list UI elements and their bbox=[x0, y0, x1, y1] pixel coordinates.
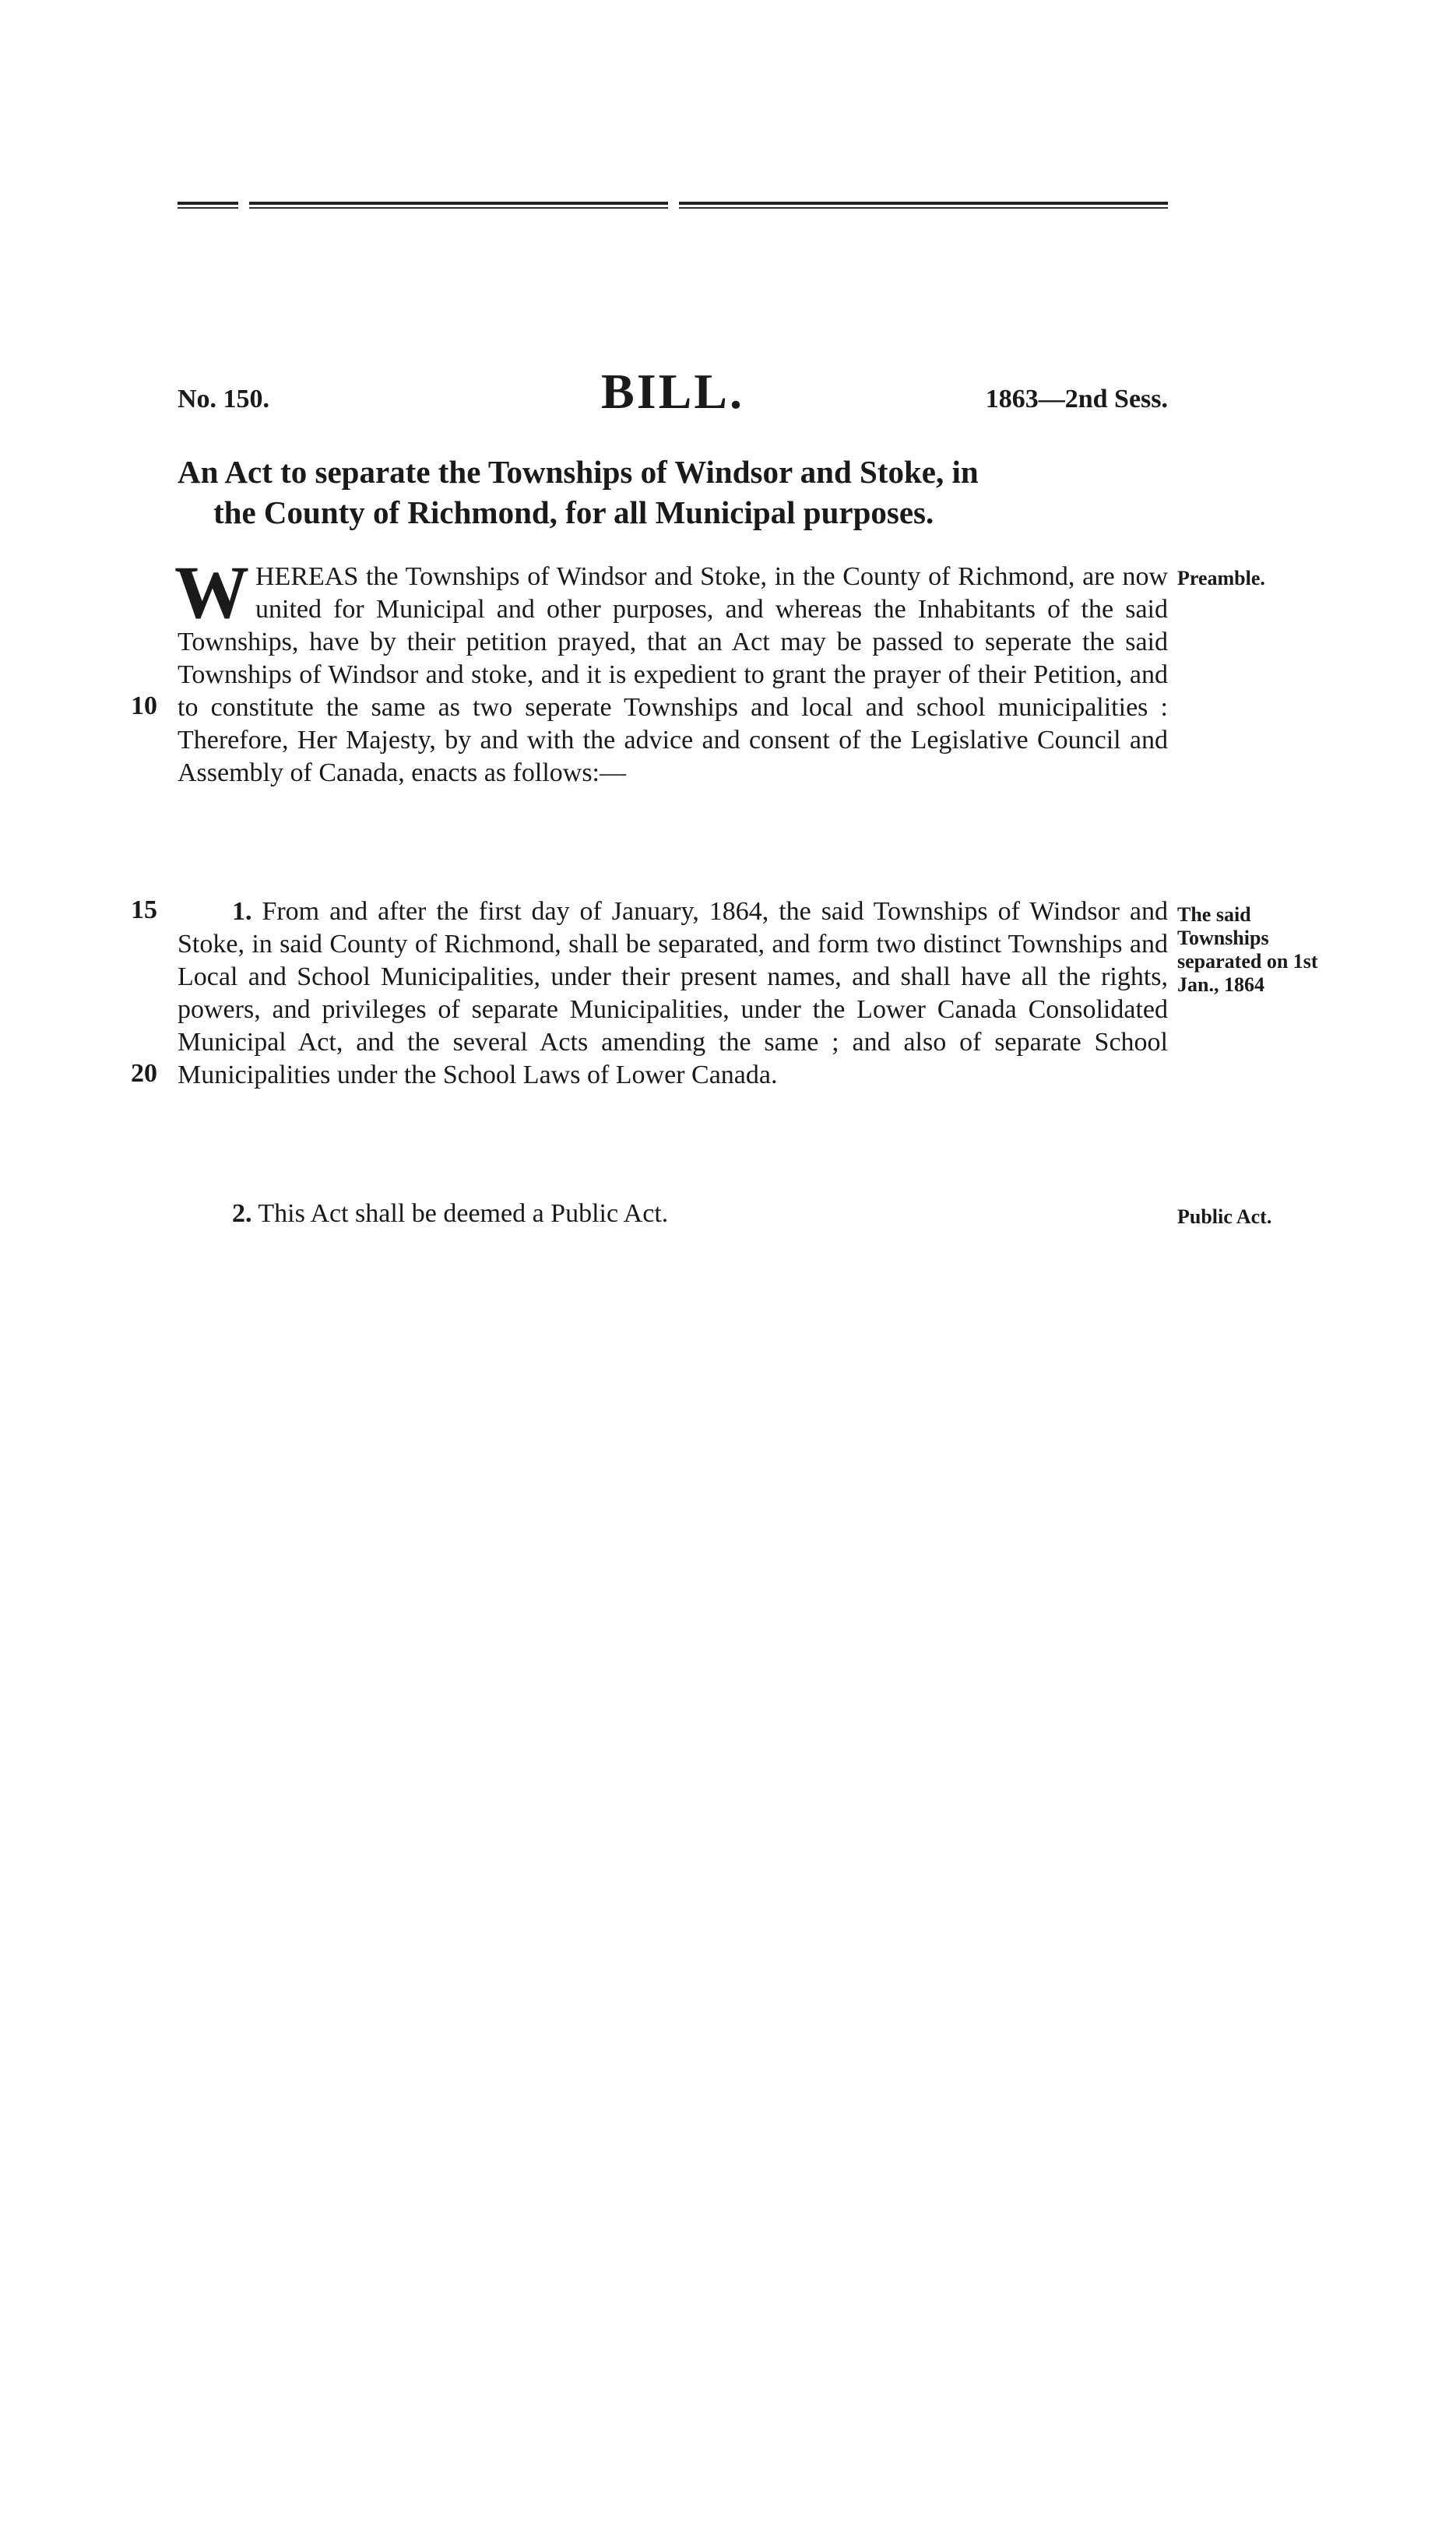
act-title bbox=[178, 452, 1168, 533]
line-number-15: 15 bbox=[131, 895, 157, 924]
section-2 bbox=[178, 1198, 1168, 1230]
section-text: This Act shall be deemed a Public Act. bbox=[258, 1199, 669, 1228]
top-double-rule bbox=[178, 199, 1168, 212]
line-number-20: 20 bbox=[131, 1059, 157, 1088]
margin-note-townships: The said Townships separated on 1st Jan., 1864 bbox=[1177, 903, 1318, 996]
preamble-paragraph bbox=[174, 551, 1168, 790]
section-text: From and after the first day of January, 1864, the said Townships of Windsor and Stoke, in said County of Richmond, shall be separated, and form two distinct Townships and Local and School Municipalities, under their present names, and shall have all the rights, powers, and privileges of separate Municipalities, under the Lower Canada Consolidated Municipal Act, and the several Acts amending the same ; and also of separate School Municipalities under the School Laws of Lower Canada. bbox=[178, 897, 1169, 1089]
line-number-10: 10 bbox=[131, 691, 157, 720]
drop-cap: W bbox=[174, 551, 249, 634]
section-number: 2. bbox=[232, 1199, 252, 1228]
margin-note-preamble: Preamble. bbox=[1177, 567, 1265, 589]
section-number: 1. bbox=[232, 897, 252, 926]
bill-title: BILL. bbox=[601, 364, 744, 419]
session-label: 1863—2nd Sess. bbox=[985, 385, 1168, 413]
section-1 bbox=[178, 895, 1168, 1092]
bill-header bbox=[178, 366, 1168, 420]
margin-note-public-act: Public Act. bbox=[1177, 1205, 1272, 1228]
act-title-line-2: the County of Richmond, for all Municipal purposes. bbox=[213, 494, 934, 530]
preamble-text: HEREAS the Townships of Windsor and Stoke, in the County of Richmond, are now united for Municipal and other purposes, and whereas the Inhabitants of the said Townships, have by their petition prayed, that an Act may be passed to seperate the said Townships of Windsor and stoke, and it is expedient to grant the prayer of their Petition, and to constitute the same as two seperate Townships and local and school municipalities : Therefore, Her Majesty, by and with the advice and consent of the Legislative Council and Assembly of Canada, enacts as follows:— bbox=[178, 562, 1168, 787]
bill-number: No. 150. bbox=[178, 385, 270, 413]
act-title-line-1: An Act to separate the Townships of Windsor and Stoke, in bbox=[178, 454, 979, 490]
